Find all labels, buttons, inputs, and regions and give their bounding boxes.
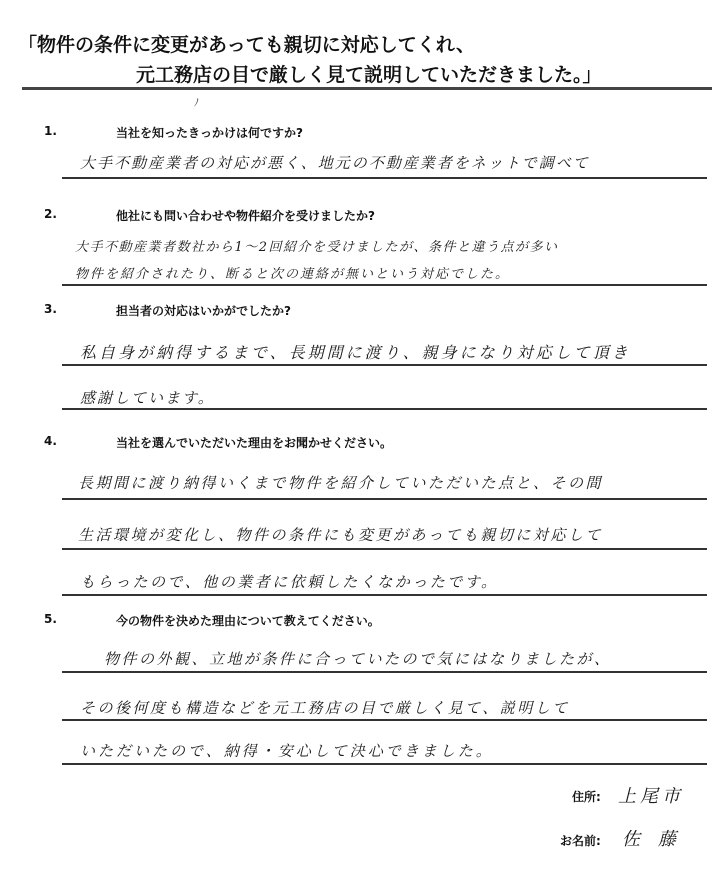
- answer-line: [62, 284, 707, 286]
- question-5-text: 今の物件を決めた理由について教えてください。: [116, 614, 380, 628]
- answer-1-line-1: 大手不動産業者の対応が悪く、地元の不動産業者をネットで調べて: [80, 154, 590, 172]
- answer-line: [62, 594, 707, 596]
- question-2-text: 他社にも問い合わせや物件紹介を受けましたか?: [116, 209, 375, 223]
- question-1-number: 1.: [44, 124, 57, 138]
- headline-line-1: 「物件の条件に変更があっても親切に対応してくれ、: [18, 34, 475, 56]
- answer-2-line-1: 大手不動産業者数社から1〜2回紹介を受けましたが、条件と違う点が多い: [75, 240, 559, 255]
- answer-2-line-2: 物件を紹介されたり、断ると次の連絡が無いという対応でした。: [75, 267, 511, 282]
- answer-line: [62, 763, 707, 765]
- answer-line: [62, 671, 707, 673]
- answer-line: [62, 498, 707, 500]
- name-value: 佐藤: [622, 829, 694, 850]
- question-3-number: 3.: [44, 302, 57, 316]
- answer-3-line-2: 感謝しています。: [80, 389, 215, 407]
- answer-5-line-2: その後何度も構造などを元工務店の目で厳しく見て、説明して: [80, 699, 570, 717]
- answer-line: [62, 408, 707, 410]
- headline-line-2: 元工務店の目で厳しく見て説明していただきました。」: [136, 64, 602, 86]
- stray-mark: ﾉ: [194, 98, 199, 109]
- answer-5-line-3: いただいたので、納得・安心して決心できました。: [80, 742, 494, 760]
- name-label: お名前:: [560, 834, 601, 848]
- headline: [18, 30, 718, 90]
- answer-5-line-1: 物件の外観、立地が条件に合っていたので気にはなりましたが、: [104, 650, 612, 668]
- question-3-text: 担当者の対応はいかがでしたか?: [116, 304, 291, 318]
- answer-line: [62, 177, 707, 179]
- answer-3-line-1: 私自身が納得するまで、長期間に渡り、親身になり対応して頂き: [80, 343, 631, 362]
- answer-4-line-2: 生活環境が変化し、物件の条件にも変更があっても親切に対応して: [78, 526, 603, 544]
- question-5-number: 5.: [44, 612, 57, 626]
- answer-line: [62, 719, 707, 721]
- question-1-text: 当社を知ったきっかけは何ですか?: [116, 126, 303, 140]
- question-4-text: 当社を選んでいただいた理由をお聞かせください。: [116, 436, 393, 450]
- question-2-number: 2.: [44, 207, 57, 221]
- question-4-number: 4.: [44, 434, 57, 448]
- answer-line: [62, 364, 707, 366]
- address-value: 上尾市: [618, 786, 684, 807]
- headline-divider: [22, 87, 712, 90]
- address-label: 住所:: [572, 790, 601, 804]
- answer-4-line-1: 長期間に渡り納得いくまで物件を紹介していただいた点と、その間: [78, 474, 604, 492]
- answer-4-line-3: もらったので、他の業者に依頼したくなかったです。: [80, 573, 499, 591]
- answer-line: [62, 548, 707, 550]
